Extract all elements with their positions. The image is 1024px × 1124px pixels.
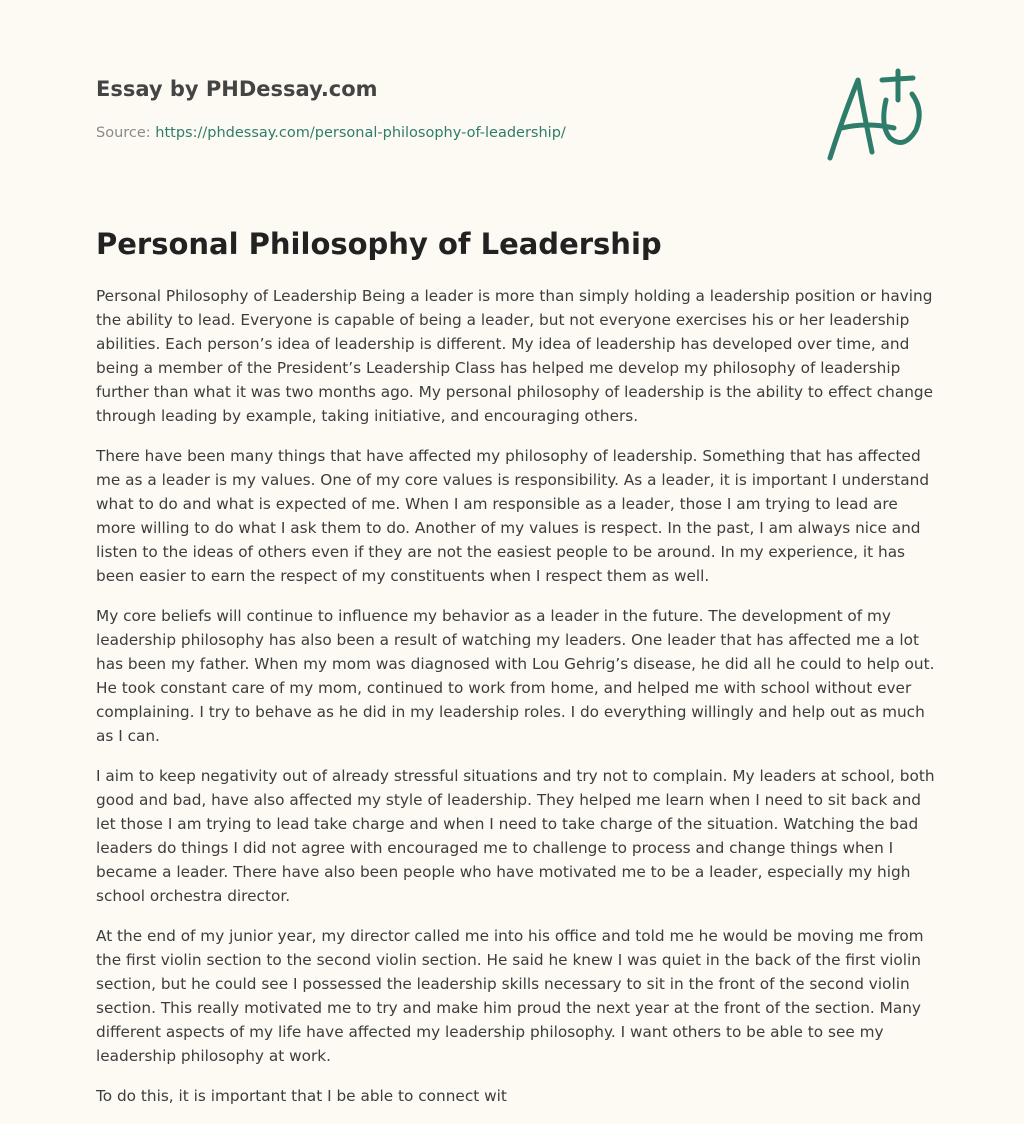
source-line xyxy=(96,122,736,144)
essay-header xyxy=(96,74,736,144)
essay-paragraph: I aim to keep negativity out of already stressful situations and try not to complain. My leaders at school, both good and bad, have also affected my style of leadership. They helped me learn when I need to sit back and let those I am trying to lead take charge and when I need to take charge of the situation. Watching the bad leaders do things I did not agree with encouraged me to challenge to process and change things when I became a leader. There have also been people who have motivated me to be a leader, especially my high school orchestra director. xyxy=(96,767,935,905)
essay-paragraph: At the end of my junior year, my director called me into his office and told me he would be moving me from the first violin section to the second violin section. He said he knew I was quiet in the back of the first violin section, but he could see I possessed the leadership skills necessary to sit in the front of the second violin section. This really motivated me to try and make him proud the next year at the front of the section. Many different aspects of my life have affected my leadership philosophy. I want others to be able to see my leadership philosophy at work. xyxy=(96,927,924,1065)
essay-paragraph: To do this, it is important that I be able to connect wit xyxy=(96,1087,507,1105)
source-label: Source: xyxy=(96,125,156,141)
a-plus-logo-icon xyxy=(820,66,930,166)
site-brand: Essay by PHDessay.com xyxy=(96,77,378,101)
source-link[interactable]: https://phdessay.com/personal-philosophy-of-leadership/ xyxy=(155,125,566,141)
essay-body xyxy=(96,284,936,1124)
essay-title: Personal Philosophy of Leadership xyxy=(96,227,662,261)
essay-paragraph: There have been many things that have affected my philosophy of leadership. Something that has affected me as a leader is my values. One of my core values is responsibility. As a leader, it is important I understand what to do and what is expected of me. When I am responsible as a leader, those I am trying to lead are more willing to do what I ask them to do. Another of my values is respect. In the past, I am always nice and listen to the ideas of others even if they are not the easiest people to be around. In my experience, it has been easier to earn the respect of my constituents when I respect them as well. xyxy=(96,447,930,585)
essay-paragraph: My core beliefs will continue to influence my behavior as a leader in the future. The development of my leadership philosophy has also been a result of watching my leaders. One leader that has affected me a lot has been my father. When my mom was diagnosed with Lou Gehrig’s disease, he did all he could to help out. He took constant care of my mom, continued to work from home, and helped me with school without ever complaining. I try to behave as he did in my leadership roles. I do everything willingly and help out as much as I can. xyxy=(96,607,935,745)
essay-paragraph: Personal Philosophy of Leadership Being a leader is more than simply holding a leadership position or having the ability to lead. Everyone is capable of being a leader, but not everyone exercises his or her leadership abilities. Each person’s idea of leadership is different. My idea of leadership has developed over time, and being a member of the President’s Leadership Class has helped me develop my philosophy of leadership further than what it was two months ago. My personal philosophy of leadership is the ability to effect change through leading by example, taking initiative, and encouraging others. xyxy=(96,287,934,425)
